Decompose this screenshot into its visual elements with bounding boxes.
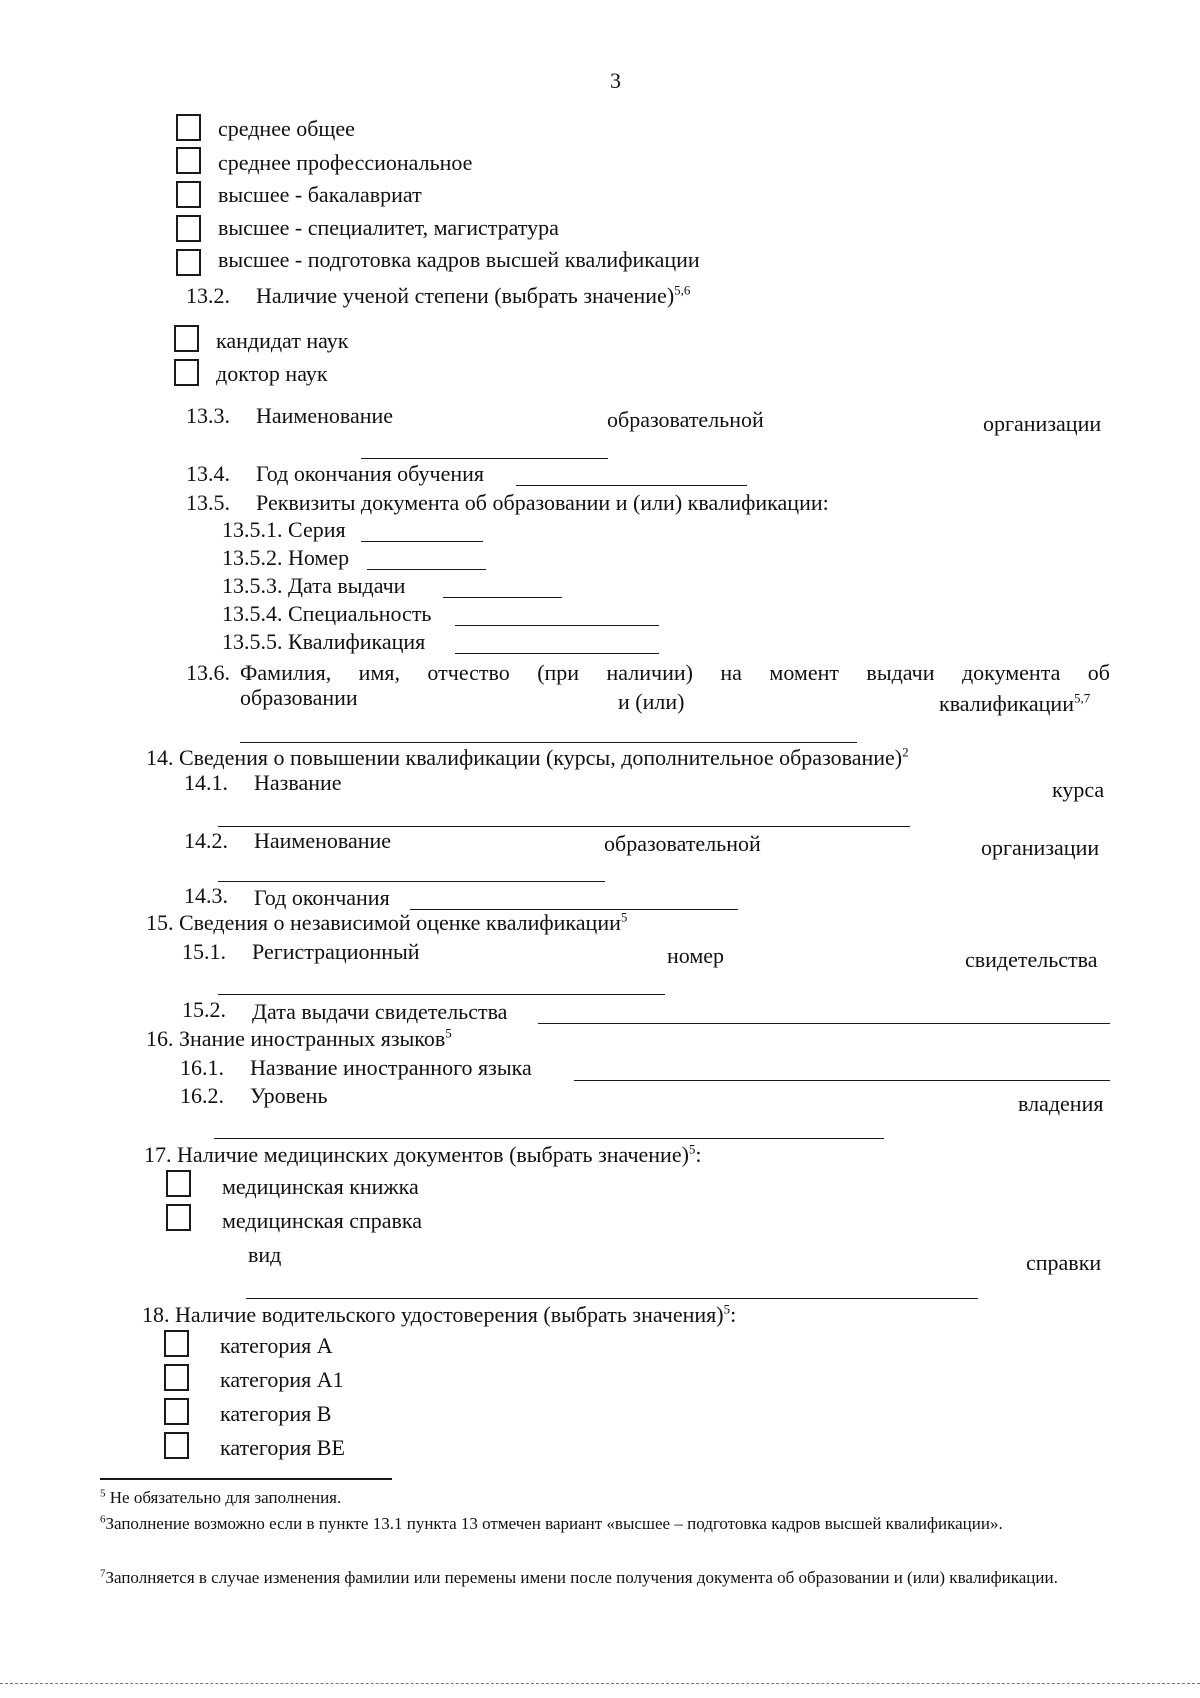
s16-1-number: 16.1. [180, 1055, 224, 1080]
s17-text: 17. Наличие медицинских документов (выбрать значение) [144, 1142, 689, 1167]
s15-1-number: 15.1. [182, 939, 226, 964]
footnote-ref: 5 [723, 1301, 731, 1317]
checkbox-higher-postgraduate[interactable] [176, 249, 201, 276]
s14-1-number: 14.1. [184, 770, 228, 795]
option-label: категория А1 [220, 1367, 344, 1392]
certificate-date-field[interactable] [538, 1023, 1110, 1024]
graduation-year-field[interactable] [516, 485, 747, 486]
footnote-7 [100, 1568, 1110, 1588]
s13-2-number: 13.2. [186, 283, 230, 308]
checkbox-category-be[interactable] [164, 1432, 189, 1459]
s13-6-number: 13.6. [186, 660, 230, 685]
s15-1-word: номер [667, 943, 725, 968]
s14-title [146, 745, 909, 771]
s14-3-number: 14.3. [184, 883, 228, 908]
s17-suffix: : [695, 1142, 702, 1167]
s13-2-title [256, 283, 690, 309]
s13-5-2-label: 13.5.2. Номер [222, 545, 350, 570]
option-label: высшее - подготовка кадров высшей квалификации [218, 247, 700, 272]
option-label: медицинская справка [222, 1208, 422, 1233]
s13-6-word: образовании [240, 685, 358, 710]
option-label: высшее - бакалавриат [218, 182, 422, 207]
s15-title [146, 910, 627, 936]
s16-2-number: 16.2. [180, 1083, 224, 1108]
footnote-ref: 5,6 [674, 282, 691, 298]
s18-suffix: : [730, 1302, 737, 1327]
checkbox-doctor-of-science[interactable] [174, 359, 199, 386]
checkbox-category-a1[interactable] [164, 1364, 189, 1391]
s17-word: вид [248, 1242, 282, 1267]
s13-5-number: 13.5. [186, 490, 230, 515]
s15-2-number: 15.2. [182, 997, 226, 1022]
option-label: категория ВЕ [220, 1435, 345, 1460]
s13-5-3-label: 13.5.3. Дата выдачи [222, 573, 406, 598]
language-name-field[interactable] [574, 1080, 1110, 1081]
checkbox-candidate-of-science[interactable] [174, 325, 199, 352]
full-name-at-issue-field[interactable] [240, 742, 857, 743]
s14-1-word: Название [254, 770, 342, 795]
s14-3-label: Год окончания [254, 885, 390, 910]
s13-6-word: и (или) [618, 689, 685, 714]
specialty-field[interactable] [455, 625, 659, 626]
footnote-6 [100, 1514, 1110, 1534]
option-label: среднее профессиональное [218, 150, 473, 175]
s13-3-word: Наименование [256, 403, 394, 428]
option-label: среднее общее [218, 116, 355, 141]
footnote-separator [100, 1478, 392, 1480]
s16-2-word: Уровень [250, 1083, 328, 1108]
footnote-mark: 7 [100, 1567, 106, 1580]
s13-4-number: 13.4. [186, 461, 230, 486]
s14-2-word: организации [981, 835, 1100, 860]
s14-2-word: Наименование [254, 828, 392, 853]
s14-2-word: образовательной [604, 831, 761, 856]
s13-6-text: Фамилия, имя, отчество (при наличии) на момент выдачи документа об [240, 660, 1110, 685]
checkbox-medical-certificate[interactable] [166, 1204, 191, 1231]
s13-6-word-text: квалификации [939, 691, 1074, 716]
footnote-ref: 5,7 [1073, 690, 1091, 706]
checkbox-secondary-professional[interactable] [176, 147, 201, 174]
option-label: высшее - специалитет, магистратура [218, 215, 559, 240]
checkbox-higher-specialist-master[interactable] [176, 215, 201, 242]
s17-word: справки [1026, 1250, 1102, 1275]
s16-1-label: Название иностранного языка [250, 1055, 532, 1080]
document-series-field[interactable] [361, 541, 483, 542]
footnote-5 [100, 1488, 1110, 1508]
s15-1-word: Регистрационный [252, 939, 420, 964]
document-number-field[interactable] [367, 569, 486, 570]
s13-5-1-label: 13.5.1. Серия [222, 517, 346, 542]
s14-2-number: 14.2. [184, 828, 228, 853]
issue-date-field[interactable] [443, 597, 562, 598]
s13-3-word: организации [983, 411, 1102, 436]
option-label: кандидат наук [216, 328, 349, 353]
s18-title [142, 1302, 736, 1328]
option-label: доктор наук [216, 361, 328, 386]
checkbox-secondary-general[interactable] [176, 114, 201, 141]
s18-text: 18. Наличие водительского удостоверения (выбрать значения) [142, 1302, 724, 1327]
s14-1-word: курса [1052, 777, 1105, 802]
s17-title [144, 1142, 702, 1168]
page-number: 3 [610, 68, 621, 93]
option-label: категория А [220, 1333, 333, 1358]
footnote-ref: 5 [445, 1025, 452, 1041]
s13-6-word [939, 691, 1090, 717]
s13-3-word: образовательной [607, 407, 764, 432]
s13-5-4-label: 13.5.4. Специальность [222, 601, 432, 626]
s15-text: 15. Сведения о независимой оценке квалификации [146, 910, 621, 935]
certificate-type-field[interactable] [246, 1298, 978, 1299]
s16-2-word: владения [1018, 1091, 1104, 1116]
course-institution-field[interactable] [218, 881, 605, 882]
checkbox-category-a[interactable] [164, 1330, 189, 1357]
s13-4-label: Год окончания обучения [256, 461, 485, 486]
s15-1-word: свидетельства [965, 947, 1098, 972]
s13-5-label: Реквизиты документа об образовании и (или) квалификации: [256, 490, 829, 515]
certificate-number-field[interactable] [218, 994, 665, 995]
footnote-mark: 6 [100, 1513, 106, 1526]
footnote-text: Заполняется в случае изменения фамилии или перемены имени после получения документа об образовании и (или) квалификации. [105, 1568, 1058, 1587]
footnote-text: Не обязательно для заполнения. [109, 1488, 342, 1507]
option-label: категория В [220, 1401, 332, 1426]
s14-text: 14. Сведения о повышении квалификации (курсы, дополнительное образование) [146, 745, 903, 770]
checkbox-medical-book[interactable] [166, 1170, 191, 1197]
footnote-ref: 5 [620, 909, 628, 925]
s16-text: 16. Знание иностранных языков [146, 1026, 446, 1051]
s13-2-text: Наличие ученой степени (выбрать значение) [256, 283, 675, 308]
qualification-field[interactable] [455, 653, 659, 654]
s13-5-5-label: 13.5.5. Квалификация [222, 629, 426, 654]
footnote-ref: 2 [902, 744, 909, 760]
institution-name-field[interactable] [361, 458, 608, 459]
s16-title [146, 1026, 452, 1052]
course-name-field[interactable] [218, 826, 910, 827]
option-label: медицинская книжка [222, 1174, 419, 1199]
checkbox-category-b[interactable] [164, 1398, 189, 1425]
footnote-ref: 5 [688, 1141, 696, 1157]
s15-2-label: Дата выдачи свидетельства [252, 999, 508, 1024]
language-level-field[interactable] [214, 1138, 884, 1139]
footnote-mark: 5 [100, 1487, 106, 1500]
s13-3-number: 13.3. [186, 403, 230, 428]
footnote-text: Заполнение возможно если в пункте 13.1 пункта 13 отмечен вариант «высшее – подготовка кадров высшей квалификации». [105, 1514, 1003, 1533]
scan-edge-line [0, 1683, 1200, 1684]
checkbox-higher-bachelor[interactable] [176, 181, 201, 208]
